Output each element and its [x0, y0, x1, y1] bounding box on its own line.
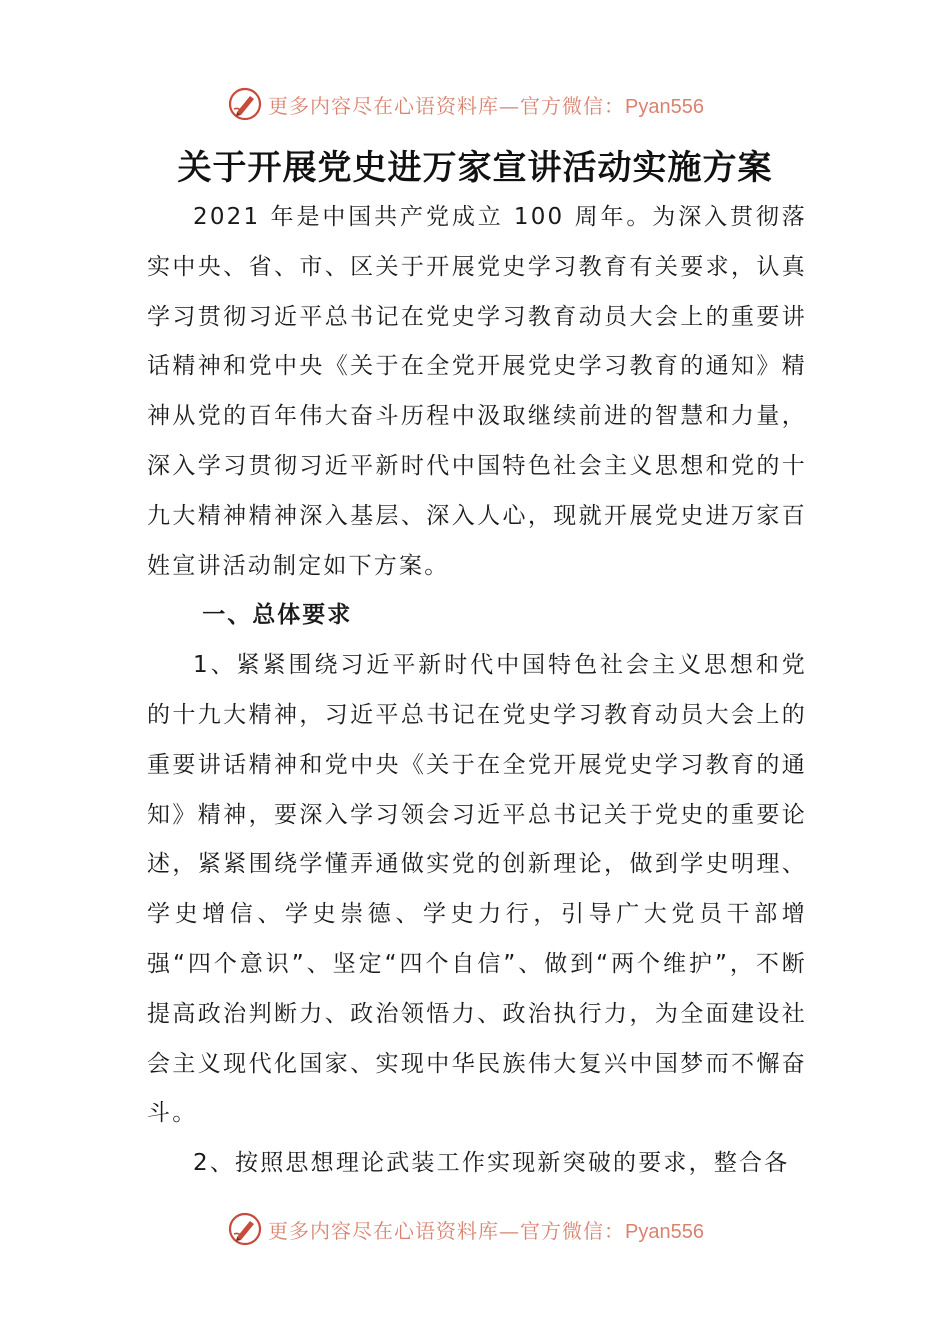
page-title: 关于开展党史进万家宣讲活动实施方案: [177, 148, 773, 188]
watermark-wechat-id: Pyan556: [625, 95, 704, 118]
watermark-text: 更多内容尽在心语资料库—官方微信：Pyan556: [268, 1218, 704, 1243]
pen-logo-icon: [228, 1212, 262, 1246]
intro-paragraph: 2021 年是中国共产党成立 100 周年。为深入贯彻落实中央、省、市、区关于开展党史学习教育有关要求，认真学习贯彻习近平总书记在党史学习教育动员大会上的重要讲话精神和党中央《关于在全党开展党史学习教育的通知》精神从党的百年伟大奋斗历程中汲取继续前进的智慧和力量，深入学习贯彻习近平新时代中国特色社会主义思想和党的十九大精神精神深入基层、深入人心，现就开展党史进万家百姓宣讲活动制定如下方案。: [147, 204, 807, 579]
header-watermark: [228, 86, 748, 122]
pen-logo-icon: [228, 87, 262, 121]
item-2-paragraph: 2、按照思想理论武装工作实现新突破的要求，整合各: [193, 1150, 790, 1177]
watermark-wechat-id: Pyan556: [625, 1220, 704, 1243]
watermark-text: 更多内容尽在心语资料库—官方微信：Pyan556: [268, 93, 704, 118]
document-body: [147, 193, 807, 1189]
section-heading: 一、总体要求: [202, 602, 353, 629]
item-1-paragraph: 1、紧紧围绕习近平新时代中国特色社会主义思想和党的十九大精神，习近平总书记在党史学习教育动员大会上的重要讲话精神和党中央《关于在全党开展党史学习教育的通知》精神，要深入学习领会习近平总书记关于党史的重要论述，紧紧围绕学懂弄通做实党的创新理论，做到学史明理、学史增信、学史崇德、学史力行，引导广大党员干部增强“四个意识”、坚定“四个自信”、做到“两个维护”，不断提高政治判断力、政治领悟力、政治执行力，为全面建设社会主义现代化国家、实现中华民族伟大复兴中国梦而不懈奋斗。: [147, 652, 807, 1127]
footer-watermark: [228, 1211, 748, 1247]
